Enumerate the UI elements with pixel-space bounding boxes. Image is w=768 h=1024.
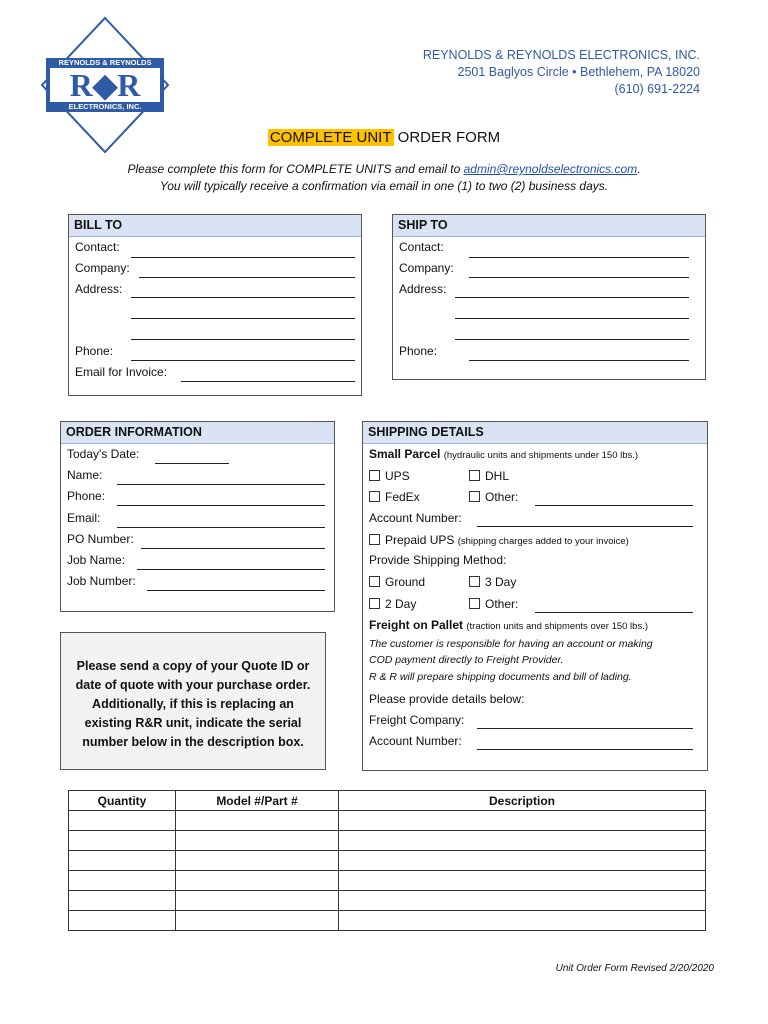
quantity-cell[interactable] (69, 831, 176, 851)
freight-text-3: R & R will prepare shipping documents and bill of lading. (369, 671, 632, 683)
ship-to-section (392, 214, 706, 380)
po-number-field[interactable] (141, 548, 325, 549)
ground-label: Ground (385, 575, 426, 589)
ups-option[interactable] (369, 469, 410, 483)
ground-option[interactable] (369, 575, 425, 589)
bill-address-field-3[interactable] (131, 339, 355, 340)
description-cell[interactable] (339, 811, 706, 831)
dhl-label: DHL (485, 469, 510, 483)
fedex-label: FedEx (385, 490, 420, 504)
order-info-section (60, 421, 335, 612)
quantity-cell[interactable] (69, 811, 176, 831)
shipping-section (362, 421, 708, 771)
table-row (69, 911, 706, 931)
small-parcel-note: (hydraulic units and shipments under 150 lbs.) (443, 450, 639, 461)
other-method-label: Other: (485, 597, 519, 611)
freight-note: (traction units and shipments over 150 lbs.) (466, 621, 649, 632)
job-name-field[interactable] (137, 569, 325, 570)
table-row (69, 851, 706, 871)
freight-account-field[interactable] (477, 749, 693, 750)
description-cell[interactable] (339, 891, 706, 911)
description-cell[interactable] (339, 911, 706, 931)
ship-contact-field[interactable] (469, 257, 689, 258)
freight-account-label: Account Number: (369, 734, 462, 748)
email-field[interactable] (117, 527, 325, 528)
quantity-cell[interactable] (69, 851, 176, 871)
model-part-cell[interactable] (176, 811, 339, 831)
other-method-field[interactable] (535, 612, 693, 613)
intro-line-2: You will typically receive a confirmation via email in one (1) to two (2) business days. (159, 179, 609, 193)
freight-company-label: Freight Company: (369, 713, 465, 727)
bill-address-field-2[interactable] (131, 318, 355, 319)
fedex-checkbox[interactable] (369, 491, 380, 502)
bill-to-header: BILL TO (69, 215, 361, 237)
ups-label: UPS (385, 469, 410, 483)
revision-footer: Unit Order Form Revised 2/20/2020 (555, 963, 714, 974)
table-row (69, 831, 706, 851)
date-label: Today's Date: (67, 447, 140, 461)
company-name: REYNOLDS & REYNOLDS ELECTRONICS, INC. (422, 48, 700, 62)
three-day-option[interactable] (469, 575, 516, 589)
other-carrier-field[interactable] (535, 505, 693, 506)
freight-label: Freight on Pallet (369, 618, 464, 632)
logo-mark: R◆R (69, 67, 141, 103)
table-row (69, 891, 706, 911)
freight-company-field[interactable] (477, 728, 693, 729)
bill-contact-field[interactable] (131, 257, 355, 258)
model-part-cell[interactable] (176, 851, 339, 871)
model-part-cell[interactable] (176, 831, 339, 851)
two-day-checkbox[interactable] (369, 598, 380, 609)
quantity-cell[interactable] (69, 871, 176, 891)
notice-line-1: Please send a copy of your Quote ID or (76, 659, 310, 673)
other-checkbox[interactable] (469, 491, 480, 502)
small-parcel-label: Small Parcel (369, 447, 441, 461)
ship-company-label: Company: (399, 261, 454, 275)
notice-line-5: number below in the description box. (82, 735, 304, 749)
notice-line-2: date of quote with your purchase order. (75, 678, 311, 692)
other-option[interactable] (469, 490, 518, 504)
bill-phone-label: Phone: (75, 344, 114, 358)
model-part-cell[interactable] (176, 871, 339, 891)
company-address: 2501 Baglyos Circle • Bethlehem, PA 18020 (457, 65, 700, 79)
title-rest: ORDER FORM (393, 129, 501, 146)
freight-heading (369, 618, 648, 632)
prepaid-note: (shipping charges added to your invoice) (457, 536, 629, 547)
account-number-field[interactable] (477, 526, 693, 527)
job-number-label: Job Number: (67, 574, 136, 588)
ship-address-label: Address: (399, 282, 447, 296)
quantity-cell[interactable] (69, 891, 176, 911)
two-day-option[interactable] (369, 597, 416, 611)
notice-line-4: existing R&R unit, indicate the serial (84, 716, 302, 730)
shipping-header: SHIPPING DETAILS (363, 422, 707, 444)
order-info-header: ORDER INFORMATION (61, 422, 334, 444)
ship-contact-label: Contact: (399, 240, 444, 254)
description-cell[interactable] (339, 851, 706, 871)
phone-label: Phone: (67, 489, 106, 503)
ship-address-field-3[interactable] (455, 339, 689, 340)
bill-email-label: Email for Invoice: (75, 365, 168, 379)
title-highlight: COMPLETE UNIT (269, 129, 392, 146)
intro-line-1 (0, 162, 768, 176)
date-field[interactable] (155, 463, 229, 464)
name-field[interactable] (117, 484, 325, 485)
ship-company-field[interactable] (469, 277, 689, 278)
provide-method-label: Provide Shipping Method: (369, 553, 507, 567)
account-number-label: Account Number: (369, 511, 462, 525)
job-name-label: Job Name: (67, 553, 126, 567)
company-phone: (610) 691-2224 (614, 82, 700, 96)
fedex-option[interactable] (369, 490, 420, 504)
notice-line-3: Additionally, if this is replacing an (92, 697, 294, 711)
bill-company-field[interactable] (139, 277, 355, 278)
description-cell[interactable] (339, 831, 706, 851)
other-method-checkbox[interactable] (469, 598, 480, 609)
table-header-row (69, 791, 706, 811)
prepaid-ups-checkbox[interactable] (369, 534, 380, 545)
dhl-option[interactable] (469, 469, 509, 483)
po-number-label: PO Number: (67, 532, 134, 546)
ground-checkbox[interactable] (369, 576, 380, 587)
company-info (423, 47, 700, 98)
dhl-checkbox[interactable] (469, 470, 480, 481)
email-label: Email: (67, 511, 101, 525)
ups-checkbox[interactable] (369, 470, 380, 481)
quantity-header: Quantity (69, 791, 176, 811)
phone-field[interactable] (117, 505, 325, 506)
email-link[interactable]: admin@reynoldselectronics.com (463, 162, 638, 176)
table-row (69, 871, 706, 891)
bill-phone-field[interactable] (131, 360, 355, 361)
ship-address-field-1[interactable] (455, 297, 689, 298)
bill-to-section (68, 214, 362, 396)
freight-text-1: The customer is responsible for having an account or making (369, 638, 653, 650)
description-cell[interactable] (339, 871, 706, 891)
job-number-field[interactable] (147, 590, 325, 591)
provide-details-label: Please provide details below: (369, 692, 525, 706)
ship-to-header: SHIP TO (393, 215, 705, 237)
three-day-checkbox[interactable] (469, 576, 480, 587)
bill-address-field-1[interactable] (131, 297, 355, 298)
other-label: Other: (485, 490, 519, 504)
small-parcel-heading (369, 447, 638, 461)
other-method-option[interactable] (469, 597, 518, 611)
bill-company-label: Company: (75, 261, 130, 275)
three-day-label: 3 Day (485, 575, 517, 589)
bill-address-label: Address: (75, 282, 123, 296)
bill-email-field[interactable] (181, 381, 355, 382)
logo-bottom-text: ELECTRONICS, INC. (68, 102, 142, 111)
freight-text-2: COD payment directly to Freight Provider. (369, 654, 564, 666)
model-part-cell[interactable] (176, 891, 339, 911)
quantity-cell[interactable] (69, 911, 176, 931)
bill-contact-label: Contact: (75, 240, 120, 254)
two-day-label: 2 Day (385, 597, 417, 611)
table-row (69, 811, 706, 831)
form-title (0, 129, 768, 146)
intro-text: Please complete this form for COMPLETE UNITS and email to (127, 162, 464, 176)
prepaid-ups-label: Prepaid UPS (385, 533, 455, 547)
logo-top-text: REYNOLDS & REYNOLDS (58, 58, 152, 67)
intro-suffix: . (637, 162, 641, 176)
model-part-header: Model #/Part # (176, 791, 339, 811)
quote-notice-box (60, 632, 326, 770)
prepaid-ups-option[interactable] (369, 533, 629, 547)
name-label: Name: (67, 468, 103, 482)
items-table (68, 790, 706, 931)
model-part-cell[interactable] (176, 911, 339, 931)
ship-phone-field[interactable] (469, 360, 689, 361)
ship-phone-label: Phone: (399, 344, 438, 358)
ship-address-field-2[interactable] (455, 318, 689, 319)
description-header: Description (339, 791, 706, 811)
